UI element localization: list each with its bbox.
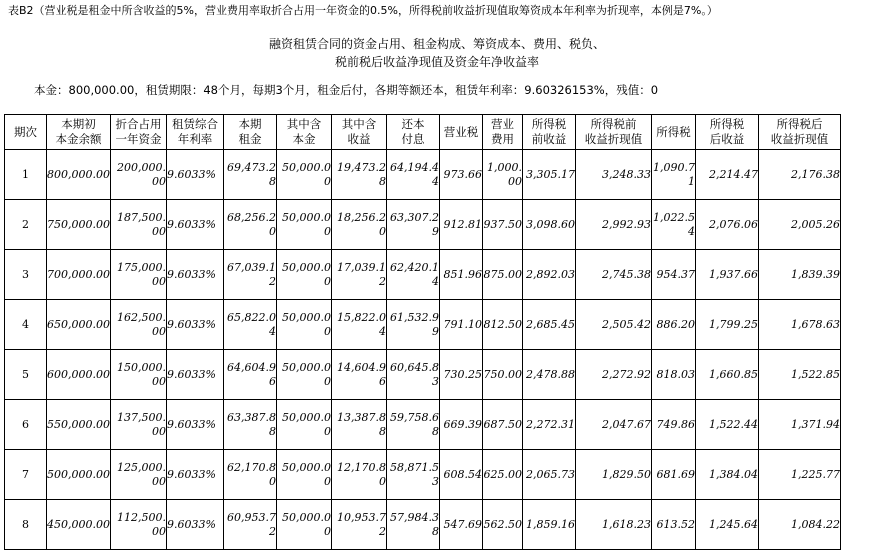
cell-value: 500,000.00 bbox=[47, 467, 110, 481]
column-header: 所得税 前收益 bbox=[523, 115, 576, 150]
cell-value: 1,618.23 bbox=[602, 517, 651, 531]
cell-value: 50,000.00 bbox=[282, 510, 331, 538]
cell-value: 1,384.04 bbox=[709, 467, 758, 481]
table-cell bbox=[523, 300, 576, 350]
table-cell bbox=[759, 400, 841, 450]
table-cell bbox=[332, 500, 387, 550]
table-cell bbox=[47, 450, 111, 500]
cell-value: 1,522.44 bbox=[709, 417, 758, 431]
table-cell bbox=[111, 500, 167, 550]
table-cell bbox=[440, 500, 483, 550]
cell-value: 1,859.16 bbox=[526, 517, 575, 531]
cell-value: 818.03 bbox=[656, 367, 695, 381]
cell-value: 1,245.64 bbox=[709, 517, 758, 531]
table-cell bbox=[696, 350, 759, 400]
cell-value: 58,871.53 bbox=[390, 460, 439, 488]
table-cell bbox=[277, 400, 332, 450]
column-header: 还本 付息 bbox=[387, 115, 440, 150]
cell-value: 1,937.66 bbox=[709, 267, 758, 281]
lease-schedule-table bbox=[4, 114, 841, 550]
cell-value: 9.6033% bbox=[167, 217, 216, 231]
table-cell bbox=[652, 450, 696, 500]
table-cell bbox=[111, 350, 167, 400]
cell-value: 15,822.04 bbox=[337, 310, 386, 338]
period-cell bbox=[5, 450, 47, 500]
table-cell bbox=[483, 450, 523, 500]
table-cell bbox=[167, 200, 224, 250]
table-cell bbox=[523, 150, 576, 200]
table-cell bbox=[167, 250, 224, 300]
table-cell bbox=[224, 200, 277, 250]
table-cell bbox=[332, 300, 387, 350]
cell-value: 50,000.00 bbox=[282, 260, 331, 288]
cell-value: 2,505.42 bbox=[602, 317, 651, 331]
cell-value: 19,473.28 bbox=[337, 160, 386, 188]
cell-value: 9.6033% bbox=[167, 267, 216, 281]
table-cell bbox=[47, 400, 111, 450]
table-row bbox=[5, 150, 841, 200]
cell-value: 613.52 bbox=[656, 517, 695, 531]
period-cell bbox=[5, 350, 47, 400]
cell-value: 5 bbox=[22, 367, 29, 381]
table-cell bbox=[652, 250, 696, 300]
cell-value: 61,532.99 bbox=[390, 310, 439, 338]
table-cell bbox=[332, 200, 387, 250]
table-cell bbox=[277, 500, 332, 550]
period-cell bbox=[5, 400, 47, 450]
column-header: 折合占用 一年资金 bbox=[111, 115, 167, 150]
table-cell bbox=[332, 400, 387, 450]
cell-value: 14,604.96 bbox=[337, 360, 386, 388]
column-header: 本期初 本金余额 bbox=[47, 115, 111, 150]
table-cell bbox=[523, 500, 576, 550]
cell-value: 3,305.17 bbox=[526, 167, 575, 181]
table-row bbox=[5, 250, 841, 300]
cell-value: 62,420.14 bbox=[390, 260, 439, 288]
table-cell bbox=[652, 500, 696, 550]
cell-value: 2,272.92 bbox=[602, 367, 651, 381]
column-header: 期次 bbox=[5, 115, 47, 150]
column-header: 本期 租金 bbox=[224, 115, 277, 150]
cell-value: 750.00 bbox=[483, 367, 522, 381]
cell-value: 13,387.88 bbox=[337, 410, 386, 438]
table-cell bbox=[111, 200, 167, 250]
cell-value: 749.86 bbox=[656, 417, 695, 431]
table-cell bbox=[332, 250, 387, 300]
cell-value: 62,170.80 bbox=[227, 460, 276, 488]
cell-value: 1,084.22 bbox=[791, 517, 840, 531]
cell-value: 69,473.28 bbox=[227, 160, 276, 188]
table-row bbox=[5, 300, 841, 350]
table-cell bbox=[387, 150, 440, 200]
column-header: 营业 费用 bbox=[483, 115, 523, 150]
cell-value: 9.6033% bbox=[167, 417, 216, 431]
period-cell bbox=[5, 150, 47, 200]
table-header-row bbox=[5, 115, 841, 150]
table-cell bbox=[759, 150, 841, 200]
table-cell bbox=[440, 150, 483, 200]
cell-value: 2,047.67 bbox=[602, 417, 651, 431]
table-cell bbox=[387, 500, 440, 550]
table-cell bbox=[224, 450, 277, 500]
cell-value: 562.50 bbox=[483, 517, 522, 531]
cell-value: 8 bbox=[22, 517, 29, 531]
cell-value: 2,065.73 bbox=[526, 467, 575, 481]
table-cell bbox=[387, 300, 440, 350]
table-cell bbox=[523, 200, 576, 250]
table-cell bbox=[224, 250, 277, 300]
cell-value: 2,076.06 bbox=[709, 217, 758, 231]
table-cell bbox=[167, 400, 224, 450]
cell-value: 1,522.85 bbox=[791, 367, 840, 381]
cell-value: 2,272.31 bbox=[526, 417, 575, 431]
table-cell bbox=[523, 400, 576, 450]
table-cell bbox=[277, 150, 332, 200]
period-cell bbox=[5, 250, 47, 300]
cell-value: 547.69 bbox=[443, 517, 482, 531]
table-cell bbox=[483, 300, 523, 350]
cell-value: 63,307.29 bbox=[390, 210, 439, 238]
cell-value: 3,098.60 bbox=[526, 217, 575, 231]
cell-value: 851.96 bbox=[443, 267, 482, 281]
table-cell bbox=[167, 300, 224, 350]
table-cell bbox=[387, 450, 440, 500]
table-cell bbox=[47, 500, 111, 550]
cell-value: 150,000.00 bbox=[117, 360, 166, 388]
cell-value: 1,839.39 bbox=[791, 267, 840, 281]
cell-value: 600,000.00 bbox=[47, 367, 110, 381]
cell-value: 175,000.00 bbox=[117, 260, 166, 288]
cell-value: 3,248.33 bbox=[602, 167, 651, 181]
table-cell bbox=[440, 450, 483, 500]
cell-value: 2,005.26 bbox=[791, 217, 840, 231]
table-cell bbox=[576, 150, 652, 200]
cell-value: 2,176.38 bbox=[791, 167, 840, 181]
table-row bbox=[5, 350, 841, 400]
cell-value: 700,000.00 bbox=[47, 267, 110, 281]
table-cell bbox=[111, 400, 167, 450]
table-cell bbox=[111, 450, 167, 500]
cell-value: 1 bbox=[22, 167, 29, 181]
cell-value: 1,371.94 bbox=[791, 417, 840, 431]
cell-value: 886.20 bbox=[656, 317, 695, 331]
table-cell bbox=[696, 200, 759, 250]
table-cell bbox=[387, 200, 440, 250]
cell-value: 625.00 bbox=[483, 467, 522, 481]
table-cell bbox=[652, 300, 696, 350]
table-cell bbox=[167, 350, 224, 400]
cell-value: 1,660.85 bbox=[709, 367, 758, 381]
table-cell bbox=[47, 350, 111, 400]
table-cell bbox=[483, 350, 523, 400]
cell-value: 687.50 bbox=[483, 417, 522, 431]
cell-value: 2,478.88 bbox=[526, 367, 575, 381]
table-cell bbox=[696, 250, 759, 300]
table-cell bbox=[696, 150, 759, 200]
table-cell bbox=[759, 500, 841, 550]
table-cell bbox=[652, 150, 696, 200]
table-cell bbox=[523, 250, 576, 300]
table-cell bbox=[167, 150, 224, 200]
table-cell bbox=[759, 200, 841, 250]
cell-value: 4 bbox=[22, 317, 29, 331]
cell-value: 550,000.00 bbox=[47, 417, 110, 431]
table-cell bbox=[696, 300, 759, 350]
cell-value: 1,090.71 bbox=[653, 160, 695, 188]
cell-value: 1,022.54 bbox=[653, 210, 695, 238]
cell-value: 750,000.00 bbox=[47, 217, 110, 231]
cell-value: 2 bbox=[22, 217, 29, 231]
cell-value: 608.54 bbox=[443, 467, 482, 481]
cell-value: 125,000.00 bbox=[117, 460, 166, 488]
table-row bbox=[5, 500, 841, 550]
column-header: 营业税 bbox=[440, 115, 483, 150]
cell-value: 1,799.25 bbox=[709, 317, 758, 331]
cell-value: 2,745.38 bbox=[602, 267, 651, 281]
cell-value: 669.39 bbox=[443, 417, 482, 431]
table-cell bbox=[224, 300, 277, 350]
table-cell bbox=[277, 300, 332, 350]
table-cell bbox=[759, 250, 841, 300]
cell-value: 50,000.00 bbox=[282, 460, 331, 488]
table-cell bbox=[483, 200, 523, 250]
cell-value: 67,039.12 bbox=[227, 260, 276, 288]
table-cell bbox=[576, 200, 652, 250]
table-cell bbox=[576, 400, 652, 450]
cell-value: 1,829.50 bbox=[602, 467, 651, 481]
period-cell bbox=[5, 200, 47, 250]
cell-value: 954.37 bbox=[656, 267, 695, 281]
table-cell bbox=[387, 250, 440, 300]
table-cell bbox=[440, 300, 483, 350]
table-cell bbox=[387, 350, 440, 400]
cell-value: 10,953.72 bbox=[337, 510, 386, 538]
cell-value: 60,953.72 bbox=[227, 510, 276, 538]
cell-value: 68,256.20 bbox=[227, 210, 276, 238]
table-cell bbox=[111, 150, 167, 200]
cell-value: 63,387.88 bbox=[227, 410, 276, 438]
table-cell bbox=[47, 200, 111, 250]
table-cell bbox=[483, 400, 523, 450]
table-cell bbox=[576, 350, 652, 400]
table-cell bbox=[111, 250, 167, 300]
cell-value: 650,000.00 bbox=[47, 317, 110, 331]
cell-value: 64,604.96 bbox=[227, 360, 276, 388]
cell-value: 50,000.00 bbox=[282, 210, 331, 238]
cell-value: 64,194.44 bbox=[390, 160, 439, 188]
column-header: 其中含 本金 bbox=[277, 115, 332, 150]
cell-value: 2,685.45 bbox=[526, 317, 575, 331]
cell-value: 9.6033% bbox=[167, 517, 216, 531]
table-cell bbox=[47, 300, 111, 350]
cell-value: 3 bbox=[22, 267, 29, 281]
table-cell bbox=[47, 250, 111, 300]
cell-value: 450,000.00 bbox=[47, 517, 110, 531]
cell-value: 200,000.00 bbox=[117, 160, 166, 188]
table-cell bbox=[167, 450, 224, 500]
cell-value: 681.69 bbox=[656, 467, 695, 481]
cell-value: 912.81 bbox=[443, 217, 482, 231]
cell-value: 65,822.04 bbox=[227, 310, 276, 338]
table-cell bbox=[224, 400, 277, 450]
cell-value: 9.6033% bbox=[167, 467, 216, 481]
table-cell bbox=[224, 350, 277, 400]
table-cell bbox=[696, 500, 759, 550]
table-cell bbox=[277, 350, 332, 400]
column-header: 其中含 收益 bbox=[332, 115, 387, 150]
table-cell bbox=[483, 250, 523, 300]
table-cell bbox=[277, 200, 332, 250]
table-cell bbox=[523, 450, 576, 500]
table-cell bbox=[332, 350, 387, 400]
table-cell bbox=[440, 200, 483, 250]
cell-value: 9.6033% bbox=[167, 167, 216, 181]
cell-value: 1,225.77 bbox=[791, 467, 840, 481]
cell-value: 187,500.00 bbox=[117, 210, 166, 238]
cell-value: 730.25 bbox=[443, 367, 482, 381]
table-cell bbox=[759, 350, 841, 400]
table-cell bbox=[440, 250, 483, 300]
cell-value: 112,500.00 bbox=[117, 510, 166, 538]
cell-value: 800,000.00 bbox=[47, 167, 110, 181]
table-cell bbox=[387, 400, 440, 450]
table-cell bbox=[652, 400, 696, 450]
table-cell bbox=[332, 450, 387, 500]
table-cell bbox=[576, 300, 652, 350]
cell-value: 50,000.00 bbox=[282, 360, 331, 388]
cell-value: 18,256.20 bbox=[337, 210, 386, 238]
column-header: 所得税后 收益折现值 bbox=[759, 115, 841, 150]
cell-value: 875.00 bbox=[483, 267, 522, 281]
cell-value: 9.6033% bbox=[167, 367, 216, 381]
cell-value: 1,678.63 bbox=[791, 317, 840, 331]
cell-value: 50,000.00 bbox=[282, 310, 331, 338]
table-cell bbox=[47, 150, 111, 200]
table-cell bbox=[483, 150, 523, 200]
cell-value: 12,170.80 bbox=[337, 460, 386, 488]
table-title-line1: 融资租赁合同的资金占用、租金构成、筹资成本、费用、税负、 bbox=[268, 37, 605, 51]
cell-value: 17,039.12 bbox=[337, 260, 386, 288]
cell-value: 9.6033% bbox=[167, 317, 216, 331]
cell-value: 937.50 bbox=[483, 217, 522, 231]
table-cell bbox=[440, 400, 483, 450]
table-row bbox=[5, 450, 841, 500]
cell-value: 60,645.83 bbox=[390, 360, 439, 388]
cell-value: 1,000.00 bbox=[487, 160, 522, 188]
cell-value: 812.50 bbox=[483, 317, 522, 331]
table-cell bbox=[277, 450, 332, 500]
table-cell bbox=[696, 450, 759, 500]
period-cell bbox=[5, 500, 47, 550]
cell-value: 973.66 bbox=[443, 167, 482, 181]
cell-value: 6 bbox=[22, 417, 29, 431]
cell-value: 50,000.00 bbox=[282, 410, 331, 438]
cell-value: 162,500.00 bbox=[117, 310, 166, 338]
table-cell bbox=[111, 300, 167, 350]
cell-value: 50,000.00 bbox=[282, 160, 331, 188]
column-header: 所得税 后收益 bbox=[696, 115, 759, 150]
table-cell bbox=[576, 450, 652, 500]
cell-value: 791.10 bbox=[443, 317, 482, 331]
column-header: 所得税 bbox=[652, 115, 696, 150]
table-cell bbox=[332, 150, 387, 200]
table-cell bbox=[167, 500, 224, 550]
table-cell bbox=[652, 200, 696, 250]
table-row bbox=[5, 400, 841, 450]
table-cell bbox=[440, 350, 483, 400]
table-cell bbox=[483, 500, 523, 550]
table-cell bbox=[224, 150, 277, 200]
table-cell bbox=[759, 450, 841, 500]
table-cell bbox=[759, 300, 841, 350]
cell-value: 57,984.38 bbox=[390, 510, 439, 538]
column-header: 所得税前 收益折现值 bbox=[576, 115, 652, 150]
table-cell bbox=[523, 350, 576, 400]
cell-value: 137,500.00 bbox=[117, 410, 166, 438]
table-row bbox=[5, 200, 841, 250]
lease-parameters: 本金：800,000.00，租赁期限：48个月，每期3个月，租金后付，各期等额还本，租赁年利率：9.60326153%，残值：0 bbox=[34, 83, 659, 97]
period-cell bbox=[5, 300, 47, 350]
column-header: 租赁综合 年利率 bbox=[167, 115, 224, 150]
table-cell bbox=[696, 400, 759, 450]
cell-value: 2,214.47 bbox=[709, 167, 758, 181]
cell-value: 7 bbox=[22, 467, 29, 481]
table-title-line2: 税前税后收益净现值及资金年净收益率 bbox=[334, 55, 539, 69]
table-cell bbox=[652, 350, 696, 400]
table-note: 表B2（营业税是租金中所含收益的5%，营业费用率取折合占用一年资金的0.5%，所得税前收益折现值取筹资成本年利率为折现率，本例是7%。） bbox=[8, 4, 718, 17]
cell-value: 2,892.03 bbox=[526, 267, 575, 281]
table-cell bbox=[224, 500, 277, 550]
cell-value: 2,992.93 bbox=[602, 217, 651, 231]
table-cell bbox=[576, 500, 652, 550]
table-cell bbox=[576, 250, 652, 300]
table-cell bbox=[277, 250, 332, 300]
cell-value: 59,758.68 bbox=[390, 410, 439, 438]
